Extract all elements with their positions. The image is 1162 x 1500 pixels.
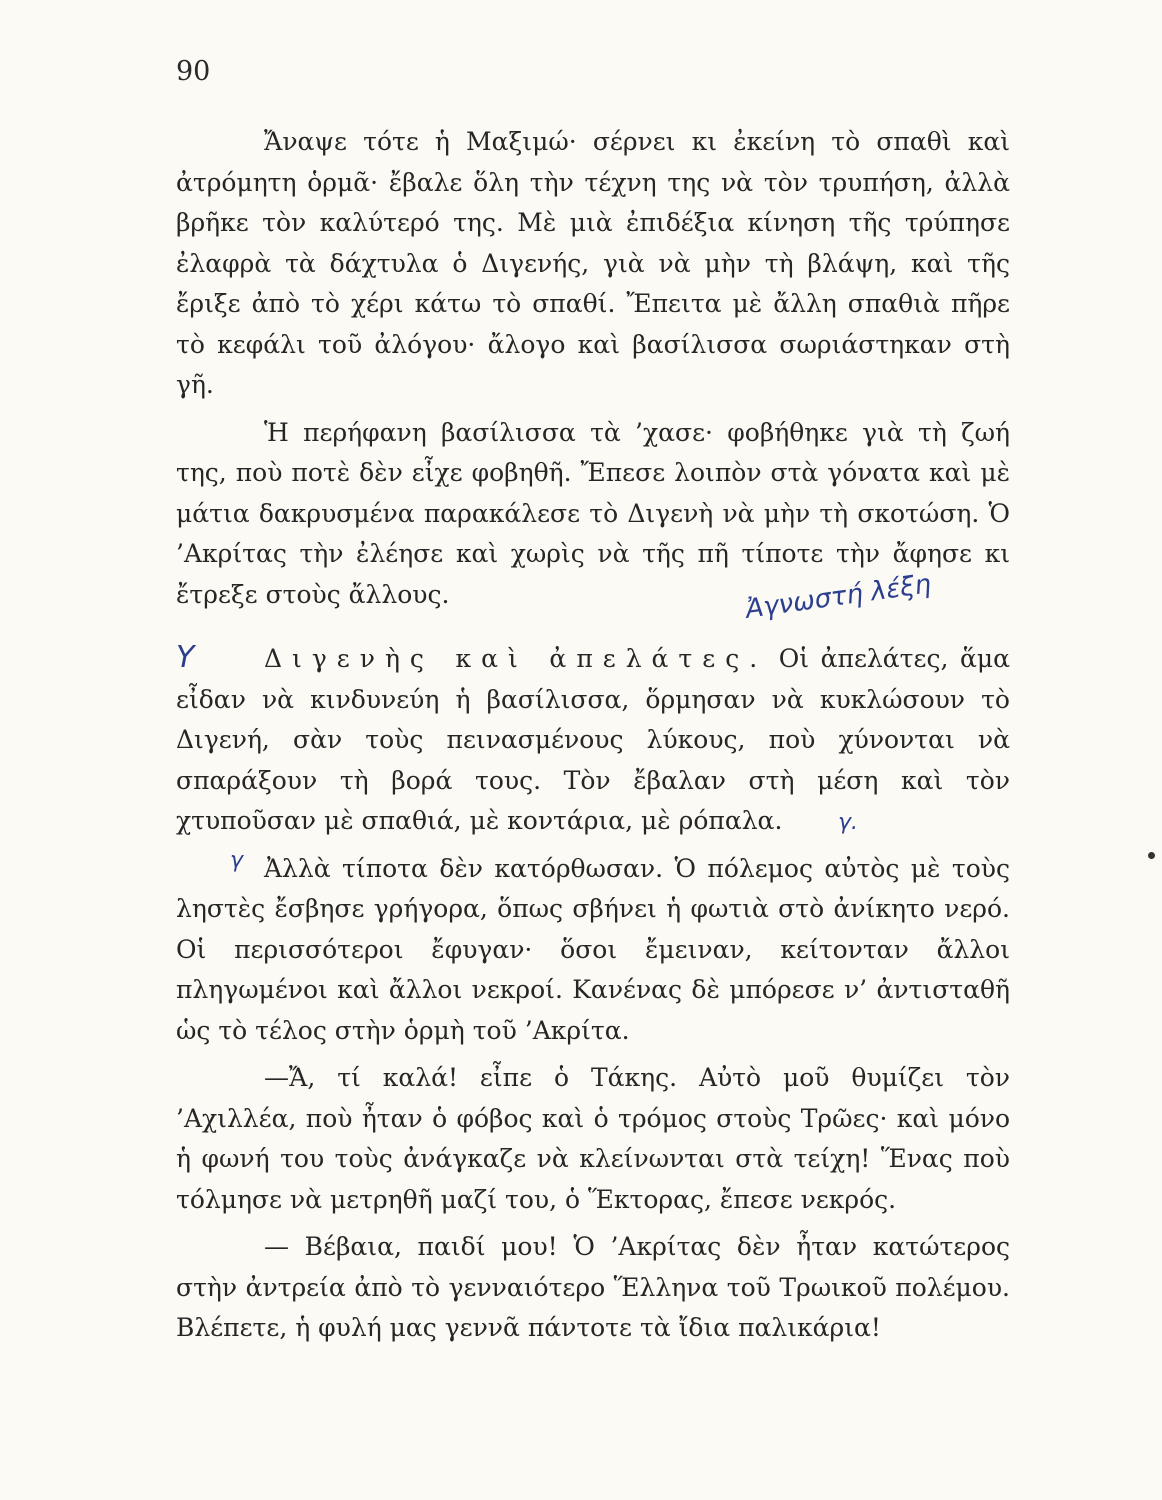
paragraph-4: Ἀλλὰ τίποτα δὲν κατόρθωσαν. Ὁ πόλεμος αὐτὸς μὲ τοὺς ληστὲς ἔσβησε γρήγορα, ὅπως σβήνει ἡ φωτιὰ στὸ ἀνίκητο νερό. Οἱ περισσότεροι ἔφυγαν· ὅσοι ἔμειναν, κείτονταν ἄλλοι πληγωμένοι καὶ ἄλλοι νεκροί. Κανένας δὲ μπόρεσε ν’ ἀντισταθῆ ὡς τὸ τέλος στὴν ὁρμὴ τοῦ ’Ακρίτα. (176, 853, 1010, 1045)
section-heading: Διγενὴς καὶ ἀπελάτες. (264, 644, 768, 673)
handwritten-mark-paragraph: γ (230, 848, 244, 873)
ink-dot (1148, 852, 1155, 859)
handwritten-mark-end: γ. (838, 810, 859, 835)
handwritten-mark-section: Υ (176, 640, 195, 675)
handwritten-note-unknown-word: Ἀγνωστή λέξη (743, 569, 933, 625)
paragraph-2: Ἡ περήφανη βασίλισσα τὰ ’χασε· φοβήθηκε γιὰ τὴ ζωή της, ποὺ ποτὲ δὲν εἶχε φοβηθῆ. Ἔπεσε λοιπὸν στὰ γόνατα καὶ μὲ μάτια δακρυσμένα παρακάλεσε τὸ Διγενὴ νὰ μὴν τὴ σκοτώση. Ὁ ’Ακρίτας τὴν ἐλέησε καὶ χωρὶς νὰ τῆς πῆ τίποτε τὴν ἄφησε κι ἔτρεξε στοὺς ἄλλους. (176, 417, 1010, 609)
paragraph-5: —Ἄ, τί καλά! εἶπε ὁ Τάκης. Αὐτὸ μοῦ θυμίζει τὸν ’Αχιλλέα, ποὺ ἦταν ὁ φόβος καὶ ὁ τρόμος στοὺς Τρῶες· καὶ μόνο ἡ φωνή του τοὺς ἀνάγκαζε νὰ κλείνωνται στὰ τείχη! Ἕνας ποὺ τόλμησε νὰ μετρηθῆ μαζί του, ὁ Ἕκτορας, ἔπεσε νεκρός. (176, 1063, 1010, 1214)
paragraph-6: — Βέβαια, παιδί μου! Ὁ ’Ακρίτας δὲν ἦταν κατώτερος στὴν ἀντρεία ἀπὸ τὸ γενναιότερο Ἕλληνα τοῦ Τρωικοῦ πολέμου. Βλέπετε, ἡ φυλή μας γεννᾶ πάντοτε τὰ ἴδια παλικάρια! (176, 1232, 1010, 1342)
page-number: 90 (176, 56, 211, 87)
paragraph-3 (176, 639, 1010, 842)
paragraph-1: Ἄναψε τότε ἡ Μαξιμώ· σέρνει κι ἐκείνη τὸ σπαθὶ καὶ ἀτρόμητη ὁρμᾶ· ἔβαλε ὅλη τὴν τέχνη της νὰ τὸν τρυπήση, ἀλλὰ βρῆκε τὸν καλύτερό της. Μὲ μιὰ ἐπιδέξια κίνηση τῆς τρύπησε ἐλαφρὰ τὰ δάχτυλα ὁ Διγενής, γιὰ νὰ μὴν τὴ βλάψη, καὶ τῆς ἔριξε ἀπὸ τὸ χέρι κάτω τὸ σπαθί. Ἔπειτα μὲ ἄλλη σπαθιὰ πῆρε τὸ κεφάλι τοῦ ἀλόγου· ἄλογο καὶ βασίλισσα σωριάστηκαν στὴ γῆ. (176, 127, 1010, 399)
body-text (176, 122, 1010, 1356)
paragraph-3-text: Οἱ ἀπελάτες, ἅμα εἶδαν νὰ κινδυνεύη ἡ βασίλισσα, ὅρμησαν νὰ κυκλώσουν τὸ Διγενή, σὰν τοὺς πεινασμένους λύκους, ποὺ χύνονται νὰ σπαράξουν τὴ βορά τους. Τὸν ἔβαλαν στὴ μέση καὶ τὸν χτυποῦσαν μὲ σπαθιά, μὲ κοντάρια, μὲ ρόπαλα. (176, 644, 1011, 835)
